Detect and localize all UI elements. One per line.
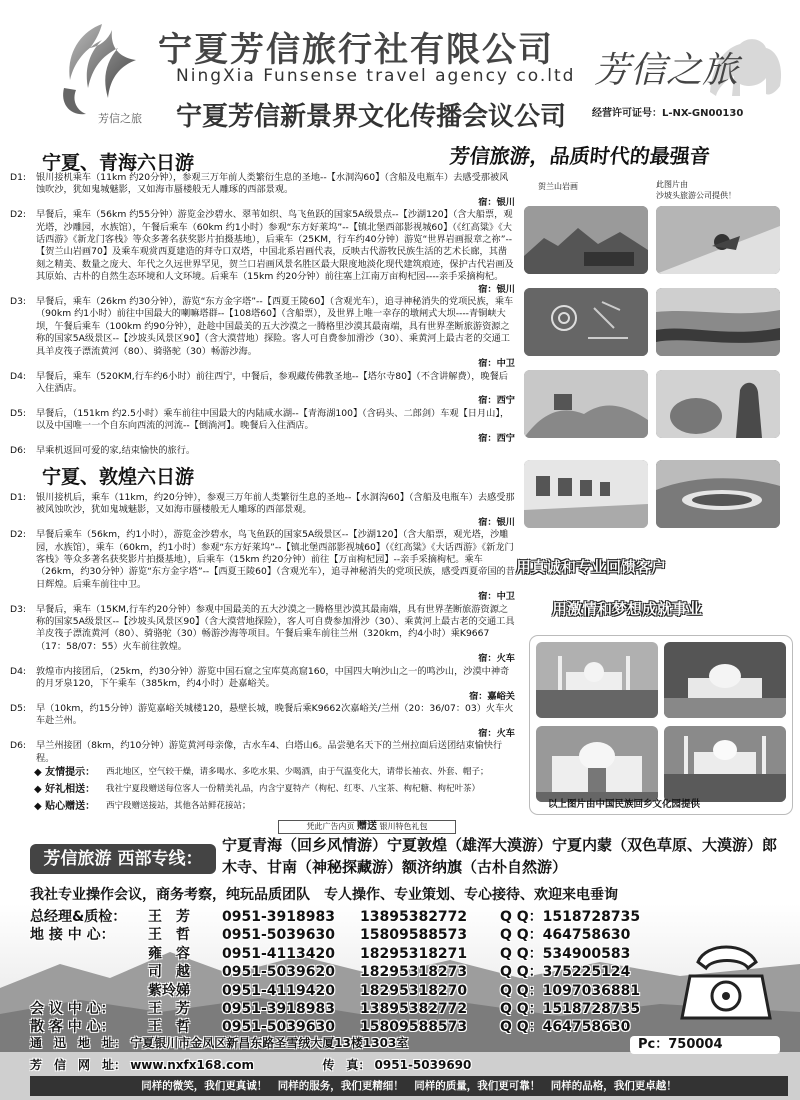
brand-text: 芳信之旅 [594, 50, 739, 91]
photo-credit-line1: 此图片由 [656, 180, 688, 189]
day-text: 早（10km，约15分钟）游览嘉峪关城楼120，悬壁长城，晚餐后乘K9662次嘉峪关/兰州（20：36/07：03）火车火车赴兰州。 [36, 702, 514, 727]
photo-caption-helan: 贺兰山岩画 [538, 182, 578, 191]
itinerary-day [10, 296, 515, 370]
company-english-name: NingXia Funsense travel agency co.ltd [176, 66, 576, 86]
company-sub-name: 宁夏芳信新景界文化传播会议公司 [176, 102, 567, 132]
photo-museum-gallery [524, 460, 648, 528]
day-text: 早餐后，乘车（26km 约30分钟），游览“东方金字塔”--【西夏王陵60】（含观光车），追寻神秘消失的党项民族，乘车（90km 约1小时）前往中国最大的喇嘛塔群--【108塔60】（含船票），及世界上唯一幸存的墩闸式大坝----青铜峡大坝，午餐后乘车（100km 约90分钟），赴趁中国最美的五大沙漠之一腾格里沙漠其最南端，具有世界垄断旅游资源之称的国家5A级景区--【沙坡头风景区90】（含大漠营地）探险。客人可自费参加滑沙（30）、乘黄河上最古老的交通工具羊皮筏子漂流黄河（80）、骑骆驼（30）畅游沙海。 [36, 296, 514, 357]
note-label: ◆ 贴心赠送： [34, 801, 96, 812]
service-statement: 我社专业操作会议，商务考察，纯玩品质团队 专人操作、专业策划、专心接待、欢迎来电垂询 [30, 887, 618, 903]
day-label: D5: [10, 407, 27, 419]
day-text: 早餐后，（151km 约2.5小时）乘车前往中国最大的内陆咸水湖--【青海湖100】（含码头、二郎剑）车观【日月山】，以及中国唯一一个自东向西流的河流--【倒淌河】。晚餐后入住酒店。 [36, 407, 510, 432]
photo-rock-carvings [524, 288, 648, 356]
itinerary-day [10, 529, 515, 603]
contact-name: 王 芳 [148, 1000, 190, 1017]
contact-qq: Q Q：1097036881 [500, 982, 641, 999]
license-number: 经营许可证号：L-NX-GN00130 [592, 108, 744, 119]
day-text: 早餐后，乘车（56km 约55分钟）游览金沙碧水、翠苇如织、鸟飞鱼跃的国家5A级景点--【沙湖120】（含大船票，观光塔，沙雕园，水族馆），午餐后乘车（60km 约1小时）参观“东方好莱坞”--【镇北堡西部影视城60】（《红高粱》《大话西游》《新龙门客栈》等众多著名获奖影片拍摄基地），后乘车（25KM，行车约40分钟）游览“世界岩画报章之祢”--【贺兰山岩画70】及乘车观赏西夏建造的拜寺口双塔，中国北系岩画代表，反映古代游牧民族生活的艺术长廊，其凿刻之精美、数量之庞大、年代之久远世界罕见，贺兰口岩画风景名胜区最大限度地淡化现代建筑痕迹，保护古代岩画及其原始、古朴的自然生态环境和人文环境。后乘车（15km 约20分钟）前往塞上江南万亩枸杞园----亲手采摘枸杞。 [36, 209, 514, 283]
contact-mobile: 13895382772 [360, 909, 468, 925]
day-label: D6: [10, 444, 27, 456]
tour1-title: 宁夏、青海六日游 [42, 152, 195, 174]
mosque-photo-caption: 以上图片由中国民族回乡文化园提供 [548, 799, 701, 810]
contact-name: 司 越 [148, 964, 190, 981]
note-gift [34, 783, 524, 796]
contact-mobile: 18295318273 [360, 964, 468, 981]
note-text: 我社宁夏段赠送每位客人一份精美礼品，内含宁夏特产（枸杞、红枣、八宝茶、枸杞糖、枸杞叶茶） [106, 784, 481, 794]
address-value: 宁夏银川市金凤区新昌东路圣雪绒大厦13楼1303室 [130, 1036, 409, 1050]
contact-qq: Q Q：464758630 [500, 927, 631, 944]
itinerary-day [10, 703, 515, 740]
website-link[interactable]: www.nxfx168.com [130, 1058, 254, 1072]
address-label: 通 迅 地 址： [30, 1036, 127, 1050]
phoenix-logo-icon [40, 18, 150, 126]
header [0, 0, 800, 136]
contact-row [30, 908, 770, 926]
photo-mountain-rockart [524, 206, 648, 274]
contact-row [30, 926, 770, 944]
photo-mosque-dome [664, 642, 786, 718]
telephone-icon [676, 932, 776, 1032]
note-bonus [34, 800, 524, 813]
day-text: 早乘机返回可爱的家,结束愉快的旅行。 [36, 444, 196, 456]
day-text: 银川接机乘车（11km 约20分钟），参观三万年前人类繁衍生息的圣地--【水洞沟60】（含船及电瓶车）去感受那被风蚀吹沙，犹如鬼城魅影，又如海市蜃楼般无人雕琢的西部景观。 [36, 172, 509, 196]
contact-dept: 散 客 中 心： [30, 1019, 115, 1036]
contact-row [30, 963, 770, 981]
day-stay: 宿：西宁 [478, 395, 515, 407]
contact-qq: Q Q：464758630 [500, 1019, 631, 1036]
contact-tel: 0951-4119420 [222, 982, 335, 999]
day-label: D5: [10, 702, 27, 714]
footer-slogan-strip: 同样的微笑，我们更真诚！ 同样的服务，我们更精细！ 同样的质量，我们更可靠！ 同样的品格，我们更卓越！ [30, 1076, 788, 1096]
itinerary-day [10, 740, 515, 765]
itinerary-day [10, 445, 515, 457]
contact-qq: Q Q：375225124 [500, 964, 631, 981]
contact-dept: 总经理&质检： [30, 909, 127, 925]
contact-mobile: 18295318270 [360, 982, 468, 999]
day-text: 银川接机后，乘车（11km，约20分钟），参观三万年前人类繁衍生息的圣地--【水洞沟60】（含船及电瓶车）去感受那被风蚀吹沙，犹如鬼城魅影，又如海市蜃楼般无人雕琢的西部景观。 [36, 492, 515, 516]
day-label: D6: [10, 740, 27, 752]
photo-mosque-gate [536, 726, 658, 802]
mosque-photo-group [530, 636, 792, 814]
contact-mobile: 15809588573 [360, 927, 468, 944]
contact-mobile: 13895382772 [360, 1000, 468, 1017]
contact-name: 王 芳 [148, 909, 190, 925]
note-text: 西宁段赠送接站，其他各站鲜花接站； [106, 801, 251, 811]
itinerary-day [10, 604, 515, 666]
day-label: D4: [10, 370, 27, 382]
tour2-title: 宁夏、敦煌六日游 [42, 466, 195, 488]
contacts-table [30, 908, 770, 1037]
day-stay: 宿：西宁 [478, 432, 515, 444]
day-label: D3: [10, 296, 27, 308]
contact-row [30, 945, 770, 963]
slogan-quality: 芳信旅游，品质时代的最强音 [448, 144, 712, 168]
logo-text: 芳信之旅 [98, 112, 142, 125]
itinerary-day [10, 371, 515, 408]
camel-brand-mark-icon [590, 30, 790, 106]
company-name: 宁夏芳信旅行社有限公司 [158, 30, 554, 70]
contact-qq: Q Q：1518728735 [500, 909, 641, 925]
day-stay: 宿：火车 [478, 653, 515, 665]
west-lines-label: 芳信旅游 西部专线： [30, 844, 216, 874]
note-label: ◆ 友情提示： [34, 767, 96, 778]
photo-stone-statue [656, 370, 780, 438]
day-stay: 宿：中卫 [478, 358, 515, 370]
photo-mosque-reflection [664, 726, 786, 802]
photo-misty-temple [524, 370, 648, 438]
fax-label: 传 真： [322, 1058, 371, 1072]
day-text: 早餐后，乘车（520KM,行车约6小时）前往西宁，中餐后，参观藏传佛教圣地--【塔尔寺80】（不含讲解费），晚餐后入住酒店。 [36, 370, 508, 394]
contact-tel: 0951-5039630 [222, 1019, 335, 1036]
day-text: 敦煌市内接团后，（25km，约30分钟）游览中国石窟之宝库莫高窟160，中国四大响沙山之一的鸣沙山，沙漠中神奇的月牙泉120，下午乘车（385km，约4小时）赴嘉峪关。 [36, 665, 510, 690]
slogan-passion: 用激情和梦想成就事业 [552, 600, 703, 618]
tour1-itinerary [10, 172, 515, 457]
itinerary-day [10, 666, 515, 703]
day-label: D2: [10, 209, 27, 221]
note-friendly-tip [34, 766, 524, 779]
day-text: 早餐后乘车（56km，约1小时），游览金沙碧水，鸟飞鱼跃的国家5A级景区--【沙湖120】（含大船票，观光塔，沙雕园，水族馆），乘车（60km，约1小时）参观“东方好莱坞”--【镇北堡西部影视城60】（《红高粱》《大话西游》《新龙门客栈》等众多著名获奖影片拍摄基地），后乘车（15km 约20分钟）前往【万亩枸杞园】--亲手采摘枸杞。乘车（26km，约30分钟）游览“东方金字塔”--【西夏王陵60】（含观光车），追寻神秘消失的党项民族，感受西夏帝国的昔日辉煌。后乘车前往中卫。 [36, 529, 515, 590]
day-stay: 宿：银川 [478, 283, 515, 295]
note-text: 西北地区，空气较干燥，请多喝水、多吃水果、少喝酒，由于气温变化大，请带长袖衣、外套、帽子； [106, 767, 489, 777]
day-label: D3: [10, 603, 27, 615]
day-stay: 宿：中卫 [478, 591, 515, 603]
day-stay: 宿：银川 [478, 516, 515, 528]
contact-name: 紫玲娣 [148, 982, 190, 999]
note-label: ◆ 好礼相送： [34, 784, 96, 795]
itinerary-day [10, 209, 515, 296]
day-label: D1: [10, 492, 27, 503]
contact-row [30, 1000, 770, 1018]
web-label: 芳 信 网 址： [30, 1058, 127, 1072]
day-label: D4: [10, 665, 27, 677]
contact-mobile: 18295318271 [360, 945, 468, 962]
postcode-box: Pc：750004 [630, 1036, 780, 1054]
web-row [30, 1056, 790, 1074]
ad-gift-box: 凭此广告内页 赠送 银川特色礼包 [278, 820, 456, 834]
photo-credit-line2: 沙坡头旅游公司提供！ [656, 191, 736, 200]
west-lines-list: 宁夏青海（回乡风情游）宁夏敦煌（雄浑大漠游）宁夏内蒙（双色草原、大漠游）郎木寺、甘南（神秘探藏游）额济纳旗（古朴自然游） [222, 836, 778, 876]
contact-row [30, 982, 770, 1000]
slogan-sincerity: 用真诚和专业回馈客户 [516, 558, 667, 576]
day-stay: 宿：银川 [478, 196, 515, 208]
contact-name: 王 哲 [148, 1019, 190, 1036]
day-stay: 宿：嘉峪关 [469, 690, 515, 702]
contact-qq: Q Q：1518728735 [500, 1000, 641, 1017]
notes-section [34, 766, 524, 817]
itinerary-day [10, 408, 515, 445]
contact-dept: 地 接 中 心： [30, 927, 115, 944]
day-label: D2: [10, 529, 27, 541]
contact-tel: 0951-5039620 [222, 964, 335, 981]
contact-tel: 0951-3918983 [222, 1000, 335, 1017]
photo-mosque-lake [536, 642, 658, 718]
photo-desert-river [656, 288, 780, 356]
contact-tel: 0951-5039630 [222, 927, 335, 944]
contact-mobile: 15809588573 [360, 1019, 468, 1036]
photo-sand-sliding [656, 206, 780, 274]
day-stay: 宿：火车 [478, 727, 515, 739]
contact-tel: 0951-3918983 [222, 909, 335, 925]
day-label: D1: [10, 172, 27, 183]
contact-dept: 会 议 中 心： [30, 1000, 115, 1017]
itinerary-day [10, 172, 515, 209]
photo-crescent-lake [656, 460, 780, 528]
scenery-photo-grid [520, 176, 788, 542]
itinerary-day [10, 492, 515, 529]
day-text: 早餐后，乘车（15KM,行车约20分钟）参观中国最美的五大沙漠之一腾格里沙漠其最南端，具有世界垄断旅游资源之称的国家5A级景区--【沙坡头风景区90】（含大漠营地探险），客人可自费参加滑沙（30）、乘黄河上最古老的交通工具羊皮筏子漂流黄河（80）、骑骆驼（30）畅游沙海等项目。午餐后乘车前往兰州（320km，约4小时）乘K9667（17：58/07：55）火车前往敦煌。 [36, 603, 515, 652]
contact-qq: Q Q：534900583 [500, 945, 631, 962]
contact-name: 雍 容 [148, 945, 190, 962]
fax-value: 0951-5039690 [374, 1058, 472, 1072]
contact-tel: 0951-4113420 [222, 945, 335, 962]
day-text: 早兰州接团（8km，约10分钟）游览黄河母亲像，古水车4、白塔山6。品尝驰名天下的兰州拉面后送团结束愉快行程。 [36, 740, 503, 764]
tour2-itinerary [10, 492, 515, 765]
contact-name: 王 哲 [148, 927, 190, 944]
